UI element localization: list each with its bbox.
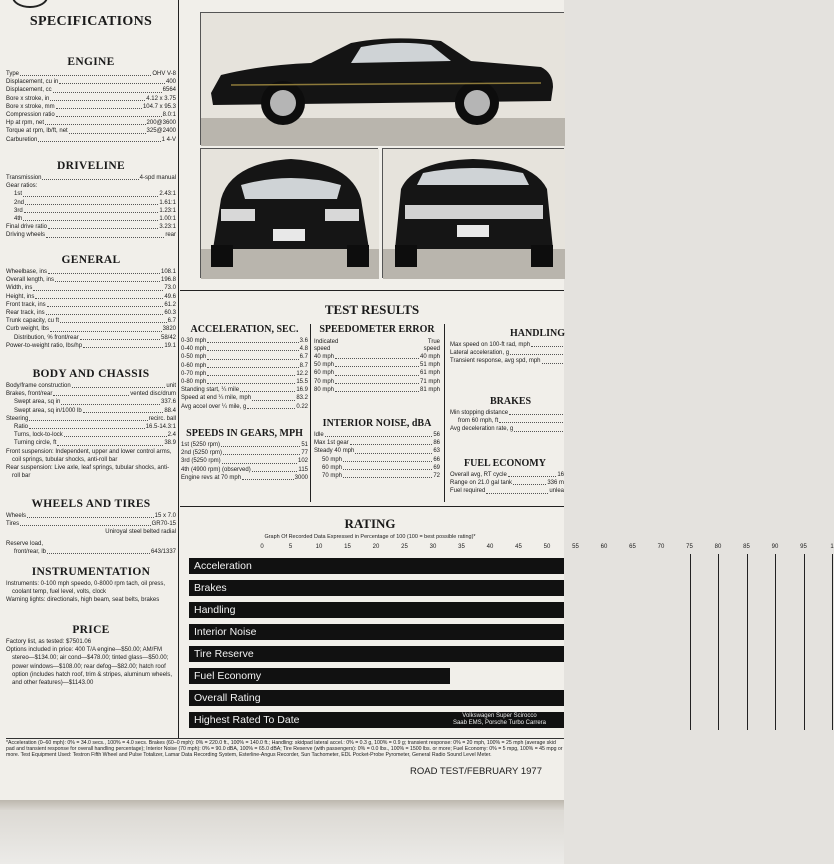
warning-lights-text: Warning lights: directionals, high beam, seat belts, brakes bbox=[6, 597, 160, 604]
noise-row: Max 1st gear 86 bbox=[314, 440, 440, 447]
acceleration-row: 0-30 mph 3.6 bbox=[181, 338, 308, 344]
handling-box bbox=[450, 328, 564, 366]
car-rear-illustration bbox=[383, 149, 565, 279]
brakes-row: from 60 mph, ft bbox=[450, 417, 564, 425]
body-spec-row: Swept area, sq in/1000 lb 88.4 bbox=[14, 407, 176, 414]
driveline-spec-row: Transmission 4-spd manual bbox=[6, 175, 176, 181]
noise-row: Idle 56 bbox=[314, 432, 440, 438]
general-spec-row: Overall length, ins 196.8 bbox=[6, 277, 176, 284]
acceleration-row: 0-50 mph 6.7 bbox=[181, 354, 308, 361]
axis-tick-label: 35 bbox=[458, 544, 465, 550]
test-results-title: TEST RESULTS bbox=[324, 302, 420, 317]
price-section bbox=[6, 624, 176, 687]
axis-tick-label: 70 bbox=[657, 544, 665, 550]
rating-bar bbox=[189, 580, 564, 596]
engine-spec-row: Bore x stroke, mm 104.7 x 95.3 bbox=[6, 103, 176, 110]
rating-caption: Graph Of Recorded Data Expressed in Percentage of 100 (100 = best possible rating)* bbox=[264, 534, 476, 540]
speed-in-gear-row: 2nd (5250 rpm) 77 bbox=[181, 450, 308, 457]
rating-bar bbox=[189, 602, 564, 618]
general-heading: GENERAL bbox=[61, 254, 121, 266]
axis-tick-label: 30 bbox=[429, 544, 437, 550]
rating-bar bbox=[189, 558, 564, 574]
column-divider bbox=[178, 0, 179, 738]
speedometer-row: 70 mph 71 mph bbox=[314, 378, 440, 385]
body-spec-row: Swept area, sq in 337.6 bbox=[14, 399, 176, 406]
axis-tick-label: 5 bbox=[288, 544, 293, 550]
acceleration-row: 0-70 mph 12.2 bbox=[181, 370, 308, 377]
rating-bar-label: Fuel Economy bbox=[194, 670, 262, 682]
general-spec-row: Curb weight, lbs 3820 bbox=[6, 326, 176, 333]
acceleration-box bbox=[181, 324, 308, 411]
car-front-illustration bbox=[201, 149, 379, 279]
speedometer-row: 40 mph 40 mph bbox=[314, 354, 440, 360]
driveline-spec-row: Gear ratios: bbox=[6, 183, 38, 190]
rating-axis bbox=[0, 544, 834, 552]
acceleration-heading: ACCELERATION, SEC. bbox=[190, 324, 299, 335]
general-spec-row: Front track, ins 61.2 bbox=[6, 301, 176, 308]
handling-row: Max speed on 100-ft rad, mph bbox=[450, 341, 564, 349]
noise-row: 50 mph 66 bbox=[322, 456, 440, 463]
tire-description: Uniroyal steel belted radial bbox=[105, 529, 176, 536]
rating-bar-label: Highest Rated To Date bbox=[194, 714, 300, 726]
rear-suspension: Rear suspension: Live axle, leaf springs, tubular shocks, anti-roll bar bbox=[6, 465, 170, 480]
handling-heading: HANDLING bbox=[510, 328, 566, 339]
body-spec-row: Turns, lock-to-lock 2.4 bbox=[14, 432, 176, 439]
axis-tick-label: 80 bbox=[714, 544, 722, 550]
acceleration-row: Speed at end ¼ mile, mph 83.2 bbox=[181, 395, 308, 402]
handling-row: Lateral acceleration, g bbox=[450, 349, 564, 357]
fuel-row: Range on 21.0 gal tank 336 m bbox=[450, 480, 564, 487]
body-chassis-heading: BODY AND CHASSIS bbox=[32, 368, 150, 380]
car-side-photo bbox=[200, 12, 564, 145]
grid-line bbox=[690, 554, 691, 730]
body-spec-row: Brakes, front/rear vented disc/drum bbox=[6, 391, 176, 398]
speed-in-gear-row: Engine revs at 70 mph 3000 bbox=[181, 474, 308, 481]
rating-bar bbox=[189, 690, 564, 706]
speed-in-gear-row: 4th (4900 rpm) (observed) 115 bbox=[181, 466, 308, 473]
front-suspension: Front suspension: Independent, upper and lower control arms, coil springs, tubular shocks, anti-roll bar bbox=[6, 448, 172, 463]
axis-tick-label: 60 bbox=[600, 544, 608, 550]
engine-spec-row: Type OHV V-8 bbox=[6, 71, 176, 77]
fuel-row: Overall avg, RT cycle 16 bbox=[450, 472, 564, 478]
axis-tick-label: 65 bbox=[629, 544, 636, 550]
specifications-column bbox=[6, 0, 176, 738]
axis-tick-label: 75 bbox=[686, 544, 693, 550]
general-spec-row: Distribution, % front/rear 58/42 bbox=[14, 334, 176, 341]
brakes-row: Avg deceleration rate, g bbox=[450, 425, 564, 433]
rating-bar-label: Overall Rating bbox=[194, 692, 261, 704]
grid-line bbox=[775, 554, 776, 730]
noise-heading: INTERIOR NOISE, dBA bbox=[322, 418, 432, 429]
engine-spec-row: Hp at rpm, net 200@3600 bbox=[6, 120, 176, 127]
instrumentation-section bbox=[6, 566, 176, 605]
body-spec-row: Steering recirc. ball bbox=[6, 415, 176, 422]
axis-tick-label: 45 bbox=[515, 544, 522, 550]
rating-bar bbox=[189, 712, 564, 728]
test-divider-2 bbox=[444, 324, 445, 502]
acceleration-row: 0-40 mph 4.8 bbox=[181, 346, 308, 353]
driveline-section bbox=[6, 160, 176, 240]
axis-tick-label: 10 bbox=[315, 544, 323, 550]
body-spec-row: Body/frame construction unit bbox=[6, 383, 176, 389]
driveline-spec-row: 1st 2.43:1 bbox=[14, 191, 176, 198]
reserve-load-row: front/rear, lb 643/1337 bbox=[14, 548, 176, 555]
wheels-spec-row: Tires GR70-15 bbox=[6, 521, 176, 528]
axis-tick-label: 55 bbox=[572, 544, 579, 550]
axis-tick-label: 95 bbox=[800, 544, 807, 550]
speed-in-gear-row: 3rd (5250 rpm) 102 bbox=[181, 458, 308, 465]
body-chassis-section bbox=[6, 368, 176, 480]
rating-top-rule bbox=[180, 506, 564, 507]
engine-spec-row: Compression ratio 8.0:1 bbox=[6, 112, 176, 119]
factory-price: Factory list, as tested: $7501.06 bbox=[6, 639, 92, 645]
car-side-illustration bbox=[201, 13, 565, 146]
axis-tick-label: 15 bbox=[344, 544, 351, 550]
reserve-load-label: Reserve load, bbox=[6, 540, 44, 547]
magazine-logo bbox=[12, 0, 48, 8]
interior-noise-box bbox=[314, 418, 440, 480]
running-foot: ROAD TEST/FEBRUARY 1977 bbox=[410, 766, 542, 777]
speeds-in-gears-box bbox=[181, 428, 308, 482]
rating-bar bbox=[189, 668, 450, 684]
speedometer-row: 50 mph 51 mph bbox=[314, 362, 440, 369]
acceleration-row: 0-60 mph 8.7 bbox=[181, 362, 308, 369]
axis-tick-label: 20 bbox=[372, 544, 380, 550]
wheels-spec-row: Wheels 15 x 7.0 bbox=[6, 513, 176, 519]
general-section bbox=[6, 254, 176, 350]
speedometer-heading: SPEEDOMETER ERROR bbox=[319, 324, 435, 335]
general-spec-row: Height, ins 49.6 bbox=[6, 293, 176, 300]
engine-spec-row: Carburetion 1 4-V bbox=[6, 136, 176, 143]
axis-tick-label: 25 bbox=[401, 544, 408, 550]
fuel-economy-box bbox=[450, 458, 564, 496]
noise-row: 70 mph 72 bbox=[322, 473, 440, 480]
rating-bar-label: Handling bbox=[194, 604, 236, 616]
speedometer-row: 80 mph 81 mph bbox=[314, 386, 440, 393]
acceleration-row: 0-80 mph 15.5 bbox=[181, 379, 308, 386]
axis-tick-label: 50 bbox=[543, 544, 551, 550]
test-results-top-rule bbox=[180, 290, 564, 291]
general-spec-row: Trunk capacity, cu ft 6.7 bbox=[6, 318, 176, 325]
fuel-heading: FUEL ECONOMY bbox=[464, 458, 546, 469]
brakes-box bbox=[450, 396, 564, 434]
driveline-spec-row: 4th 1.00:1 bbox=[14, 216, 176, 223]
instruments-text: Instruments: 0-100 mph speedo, 0-8000 rpm tach, oil press, coolant temp, fuel level, volts, clock bbox=[6, 581, 166, 596]
general-spec-row: Width, ins 73.0 bbox=[6, 285, 176, 292]
driveline-spec-row: 2nd 1.61:1 bbox=[14, 199, 176, 206]
highest-rated-cars: Volkswagen Super Scirocco Saab EMS, Porsche Turbo Carrera bbox=[452, 713, 546, 726]
test-divider-1 bbox=[310, 324, 311, 502]
wheels-tires-heading: WHEELS AND TIRES bbox=[31, 498, 151, 510]
general-spec-row: Wheelbase, ins 108.1 bbox=[6, 269, 176, 275]
general-spec-row: Power-to-weight ratio, lbs/hp 19.1 bbox=[6, 342, 176, 349]
axis-tick-label: 40 bbox=[486, 544, 494, 550]
rating-chart bbox=[189, 554, 564, 730]
brakes-heading: BRAKES bbox=[490, 396, 532, 407]
driveline-heading: DRIVELINE bbox=[57, 160, 125, 172]
brakes-row: Min stopping distance bbox=[450, 409, 564, 417]
driveline-spec-row: 3rd 1.23:1 bbox=[14, 207, 176, 214]
handling-row: Transient response, avg spd, mph bbox=[450, 357, 564, 365]
acceleration-row: Standing start, ¼ mile 16.9 bbox=[181, 387, 308, 394]
fuel-row: Fuel required unlea bbox=[450, 488, 564, 495]
speeds-heading: SPEEDS IN GEARS, MPH bbox=[186, 428, 303, 439]
axis-tick-label: 0 bbox=[260, 544, 264, 550]
speedometer-row: 60 mph 61 mph bbox=[314, 370, 440, 377]
grid-line bbox=[718, 554, 719, 730]
price-heading: PRICE bbox=[72, 624, 110, 636]
noise-row: 60 mph 69 bbox=[322, 464, 440, 471]
rating-title: RATING bbox=[344, 516, 396, 531]
car-front-photo bbox=[200, 148, 378, 278]
speedometer-column-head: Indicated True bbox=[314, 339, 440, 345]
car-rear-photo bbox=[382, 148, 564, 278]
speedometer-box bbox=[314, 324, 440, 394]
axis-tick-label: 90 bbox=[771, 544, 779, 550]
grid-line bbox=[832, 554, 833, 730]
rating-bar bbox=[189, 646, 564, 662]
engine-section bbox=[6, 56, 176, 144]
specifications-title: SPECIFICATIONS bbox=[29, 14, 153, 29]
footnote: *Acceleration (0–60 mph): 0% = 34.0 secs., 100% = 4.0 secs. Brakes (60–0 mph): 0% = 220.0 ft., 100% = 140.0 ft.; Handling: skidpad lateral accel.: 0% = 0.3 g, 100% = 0.9 g; transient response: 0% = 20 mph, 100% = 25 mph (average skid pad and transient response for overall handling percentage); Interior Noise (70 mph): 0% = 90.0 dBA, 100% = 65.0 dBA; Tire Reserve (with passengers): 0% = 0.0 lbs., 100% = 1500 lbs. or more; Fuel Economy: 0% = 5 mpg, 100% = 45 mpg or more. Test Equipment Used: Testron Fifth Wheel and Pulse Totalizer, Lamar Data Recording System, Esterline-Angus Recorder, Sun Tachometer, EDL Pocket-Probe Pyrometer, General Radio Sound Level Meter. bbox=[6, 740, 563, 759]
engine-spec-row: Bore x stroke, in 4.12 x 3.75 bbox=[6, 95, 176, 102]
speedometer-column-head-2: speed speed bbox=[314, 346, 440, 352]
rating-bar-label: Acceleration bbox=[194, 560, 252, 572]
body-spec-row: Turning circle, ft 38.9 bbox=[14, 440, 176, 447]
axis-tick-label: 1 bbox=[830, 544, 834, 550]
rating-bar-label: Tire Reserve bbox=[194, 648, 254, 660]
driveline-spec-row: Final drive ratio 3.23:1 bbox=[6, 224, 176, 231]
speed-in-gear-row: 1st (5250 rpm) 51 bbox=[181, 442, 308, 448]
rating-bar-label: Brakes bbox=[194, 582, 227, 594]
body-spec-row: Ratio 16.5-14.3:1 bbox=[14, 424, 176, 431]
options-price: Options included in price: 400 T/A engine—$50.00; AM/FM stereo—$134.00; air cond—$478.00; tinted glass—$50.00; power windows—$108.00; rear defog—$82.00; hatch roof option (includes hatch roof, trim & stripes, aluminum wheels, and other features)—$1143.00 bbox=[6, 647, 173, 687]
engine-heading: ENGINE bbox=[67, 56, 115, 68]
axis-tick-label: 85 bbox=[743, 544, 750, 550]
acceleration-row: Avg accel over ¼ mile, g 0.22 bbox=[181, 403, 308, 410]
engine-spec-row: Displacement, cu in 400 bbox=[6, 79, 176, 86]
rating-bar-label: Interior Noise bbox=[194, 626, 257, 638]
rating-bar bbox=[189, 624, 564, 640]
instrumentation-heading: INSTRUMENTATION bbox=[31, 566, 151, 578]
engine-spec-row: Torque at rpm, lb/ft, net 325@2400 bbox=[6, 128, 176, 135]
grid-line bbox=[804, 554, 805, 730]
background-surface bbox=[0, 800, 564, 864]
engine-spec-row: Displacement, cc 6564 bbox=[6, 87, 176, 94]
grid-line bbox=[747, 554, 748, 730]
driveline-spec-row: Driving wheels rear bbox=[6, 232, 176, 239]
general-spec-row: Rear track, ins 60.3 bbox=[6, 310, 176, 317]
noise-row: Steady 40 mph 63 bbox=[314, 448, 440, 455]
